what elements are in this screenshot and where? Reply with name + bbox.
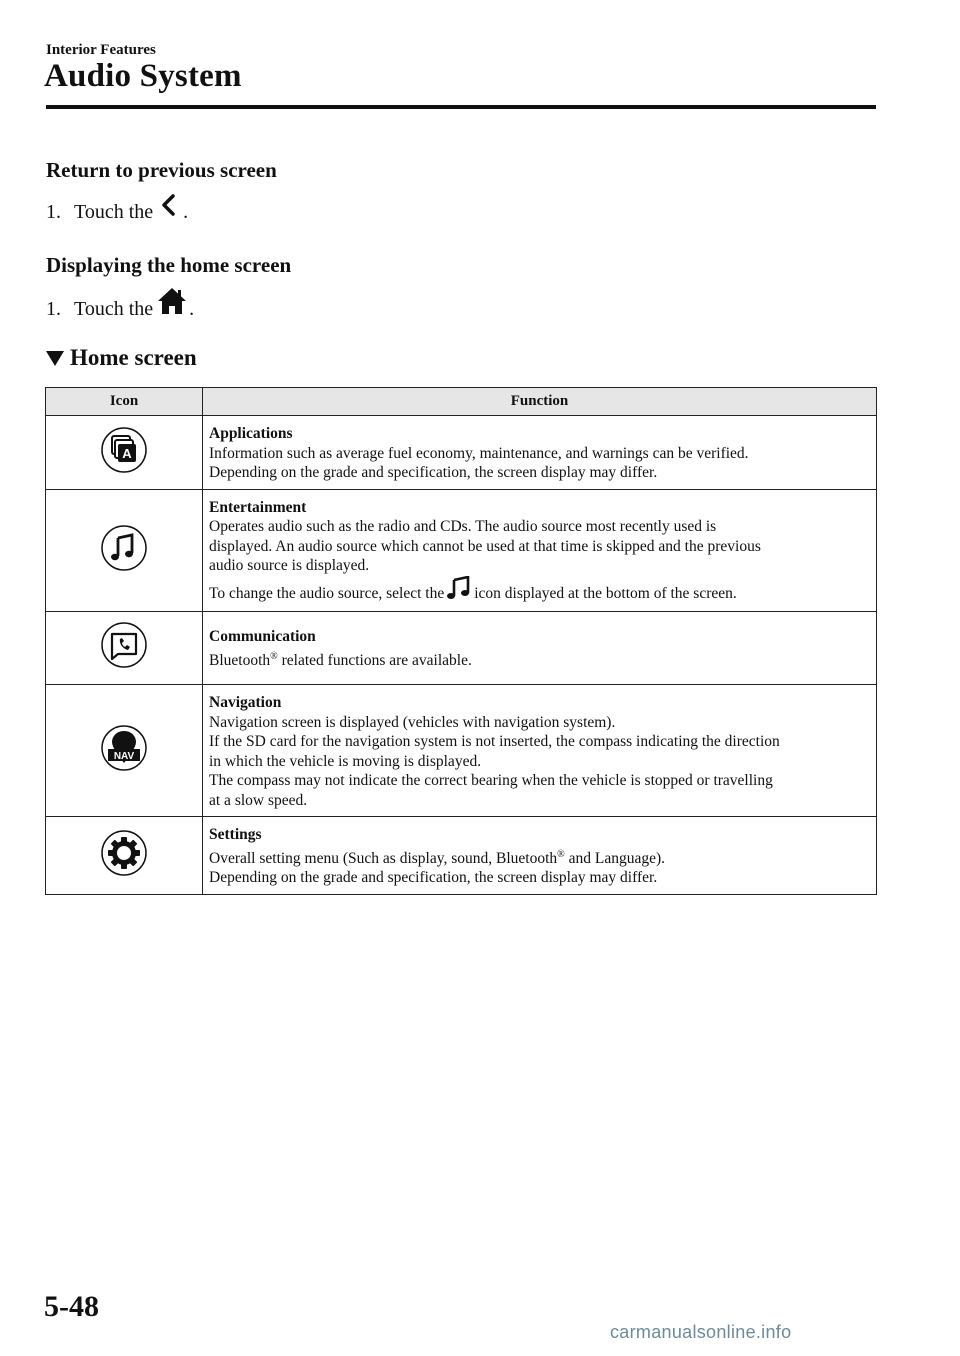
function-line: [209, 647, 870, 671]
function-line: in which the vehicle is moving is displayed.: [209, 752, 482, 770]
table-row: [46, 685, 877, 817]
function-line: Information such as average fuel economy, maintenance, and warnings can be verified.: [209, 444, 749, 462]
step-number: 1.: [46, 298, 61, 320]
icon-cell: [46, 416, 203, 490]
nav-icon-text: NAV: [113, 750, 135, 762]
registered-mark: ®: [270, 650, 278, 662]
entertainment-icon: [101, 558, 147, 575]
step-number: 1.: [46, 201, 61, 223]
page-title: Audio System: [44, 58, 242, 94]
table-row: [46, 489, 877, 612]
function-line: at a slow speed.: [209, 791, 308, 809]
svg-text:A: A: [122, 445, 132, 461]
table-header-row: [46, 388, 877, 416]
function-line: Operates audio such as the radio and CDs. The audio source most recently used is: [209, 518, 717, 535]
step-text: Touch the: [74, 298, 154, 320]
function-line: [209, 845, 870, 869]
function-line: If the SD card for the navigation system is not inserted, the compass indicating the direction: [209, 733, 780, 750]
function-line: The compass may not indicate the correct bearing when the vehicle is stopped or travelling: [209, 772, 773, 789]
header-function: Function: [203, 388, 877, 416]
function-cell: [203, 489, 877, 612]
title-divider: [46, 105, 876, 109]
step-end: .: [183, 201, 189, 223]
note-after: icon displayed at the bottom of the screen.: [474, 584, 737, 602]
section-label: Interior Features: [46, 42, 156, 58]
return-step: [46, 192, 188, 224]
header-icon: Icon: [46, 388, 203, 416]
icon-cell: [46, 612, 203, 685]
function-line: displayed. An audio source which cannot be used at that time is skipped and the previous: [209, 537, 761, 555]
page-number: 5-48: [44, 1290, 99, 1323]
bluetooth-rest: related functions are available.: [277, 652, 472, 670]
home-screen-heading: [46, 345, 197, 371]
function-line: Depending on the grade and specification, the screen display may differ.: [209, 869, 658, 887]
function-table: [45, 387, 877, 895]
navigation-icon: [101, 750, 147, 775]
bluetooth-word: Bluetooth: [209, 652, 271, 670]
icon-cell: [46, 817, 203, 895]
step-end: .: [189, 298, 195, 320]
music-note-icon: [446, 576, 472, 606]
home-icon: [157, 287, 187, 321]
function-line: [209, 576, 870, 606]
settings-icon: [101, 863, 147, 880]
note-before: To change the audio source, select the: [209, 584, 445, 602]
function-name: Settings: [209, 826, 262, 843]
function-line: Depending on the grade and specification, the screen display may differ.: [209, 464, 658, 481]
function-cell: [203, 685, 877, 817]
settings-line-a: Overall setting menu (Such as display, sound, Bluetooth: [209, 849, 558, 867]
settings-line-b: and Language).: [564, 849, 666, 867]
home-step: [46, 287, 194, 321]
watermark: carmanualsonline.info: [610, 1322, 792, 1342]
step-text: Touch the: [74, 201, 154, 223]
function-cell: [203, 817, 877, 895]
table-row: [46, 612, 877, 685]
triangle-down-icon: [46, 351, 64, 366]
chevron-left-icon: [157, 192, 181, 224]
table-row: [46, 817, 877, 895]
table-row: [46, 416, 877, 490]
communication-icon: [101, 655, 147, 672]
home-heading: Displaying the home screen: [46, 253, 292, 277]
function-cell: [203, 612, 877, 685]
function-name: Communication: [209, 628, 316, 646]
function-name: Applications: [209, 425, 293, 442]
home-screen-title: Home screen: [70, 345, 197, 370]
function-cell: [203, 416, 877, 490]
return-heading: Return to previous screen: [46, 158, 277, 182]
function-line: audio source is displayed.: [209, 557, 370, 574]
applications-icon: [101, 445, 147, 477]
function-name: Navigation: [209, 694, 282, 711]
icon-cell: [46, 685, 203, 817]
function-line: Navigation screen is displayed (vehicles with navigation system).: [209, 713, 616, 731]
icon-cell: [46, 489, 203, 612]
function-name: Entertainment: [209, 498, 307, 516]
registered-mark: ®: [557, 848, 565, 860]
